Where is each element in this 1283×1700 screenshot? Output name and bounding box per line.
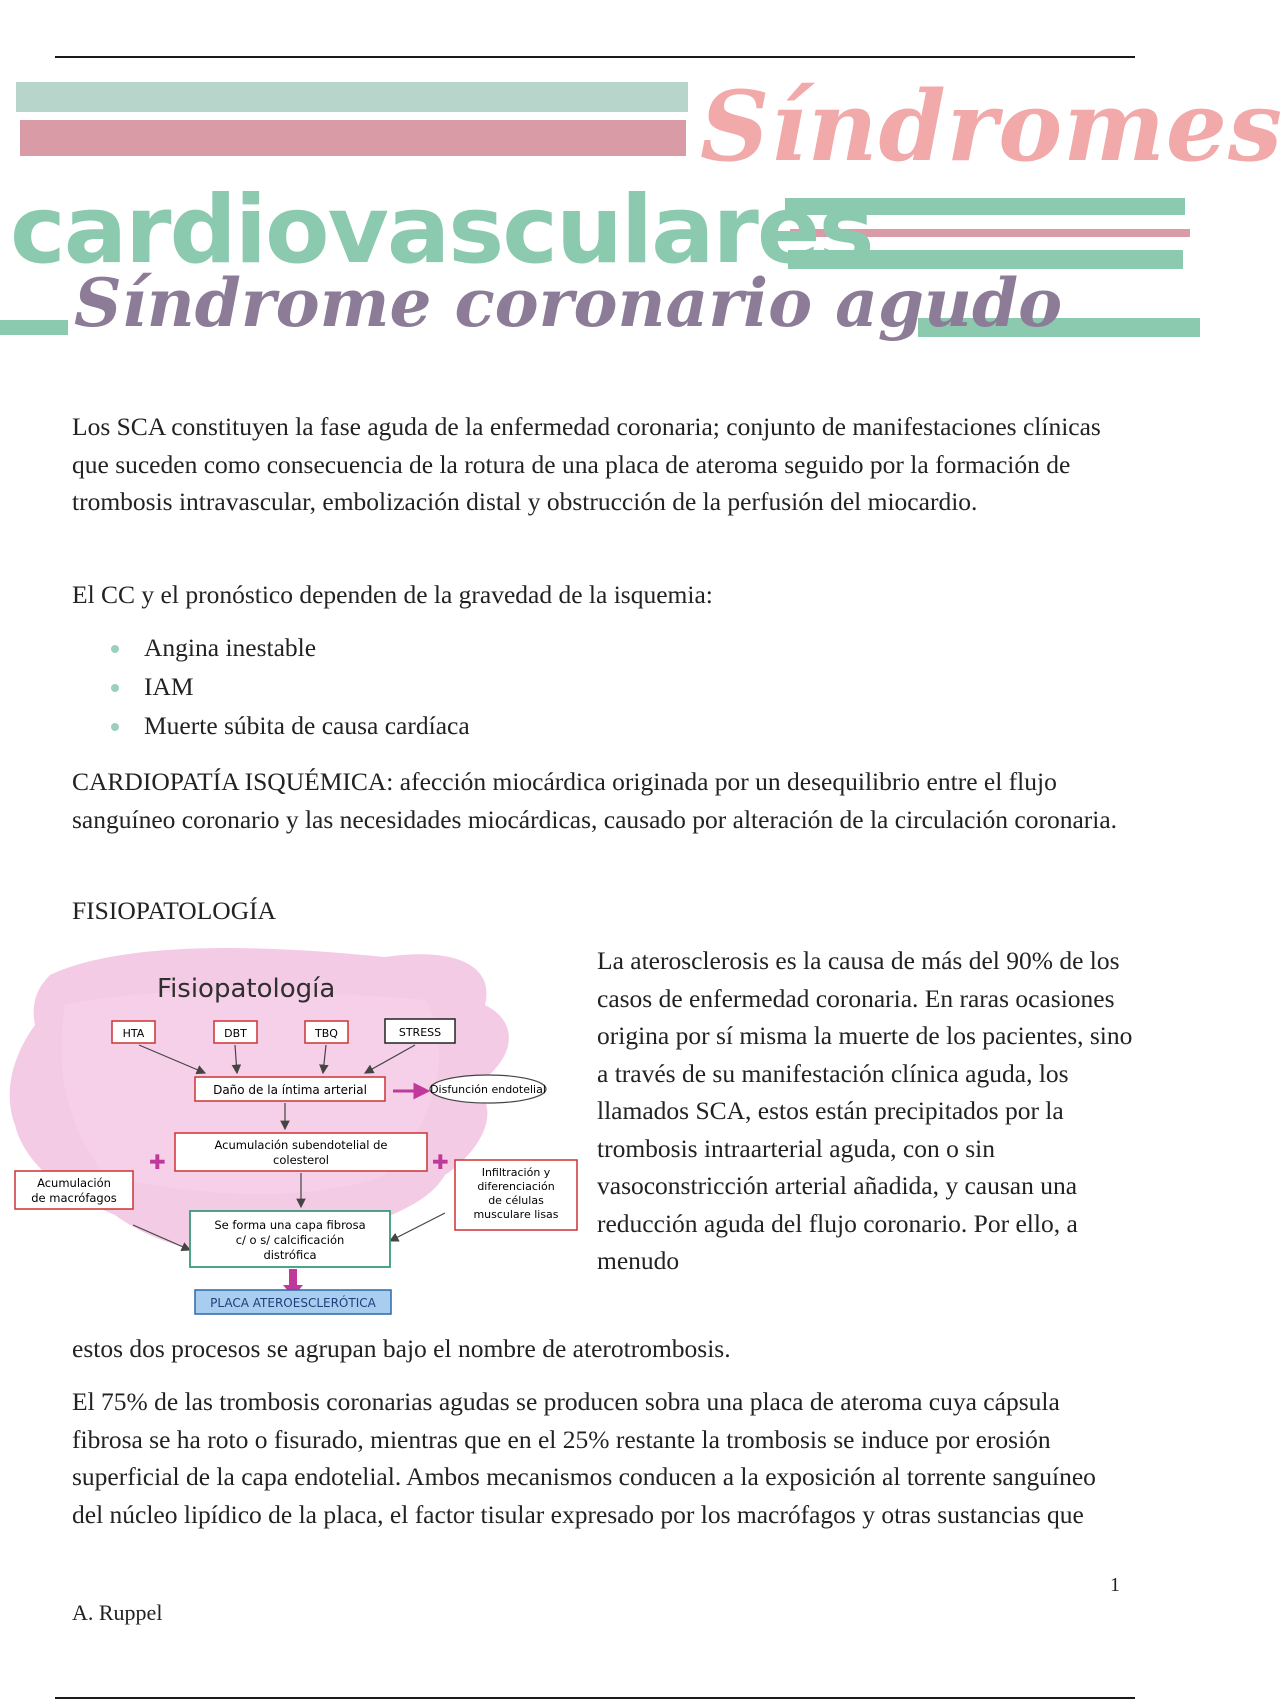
top-rule	[55, 56, 1135, 58]
plus-icon: ✚	[432, 1150, 449, 1174]
factor-tbq: TBQ	[315, 1027, 338, 1040]
diagram-accumulation-line1: Acumulación subendotelial de	[214, 1138, 388, 1152]
prognosis-paragraph: El CC y el pronóstico dependen de la gravedad de la isquemia:	[72, 580, 713, 609]
section-heading-fisiopatologia: FISIOPATOLOGÍA	[72, 896, 277, 925]
list-item: Muerte súbita de causa cardíaca	[72, 706, 470, 745]
trombosis-paragraph: El 75% de las trombosis coronarias agudas se producen sobra una placa de ateroma cuya cápsula fibrosa se ha roto o fisurado, mientras que en el 25% restante la trombosis se induce por erosión superficial de la capa endotelial. Ambos mecanismos conducen a la exposición al torrente sanguíneo del núcleo lipídico de la placa, el factor tisular expresado por los macrófagos y otras sustancias que	[72, 1387, 1096, 1529]
diagram-dysfunction: Disfunción endotelial	[430, 1083, 546, 1096]
page-number: 1	[1110, 1574, 1120, 1596]
author: A. Ruppel	[72, 1600, 163, 1625]
diagram-title: Fisiopatología	[157, 974, 336, 1004]
aterosclerosis-paragraph: La aterosclerosis es la causa de más del 90% de los casos de enfermedad coronaria. En raras ocasiones origina por sí misma la muerte de los pacientes, sino a través de su manifestación clínica aguda, los llamados SCA, estos están precipitados por la trombosis intraarterial aguda, con o sin vasoconstricción arterial añadida, y causan una reducción aguda del flujo coronario. Por ello, a menudo	[597, 946, 1133, 1275]
diagram-infiltration-line3: de células	[488, 1194, 544, 1207]
factor-dbt: DBT	[224, 1027, 247, 1040]
header-band-green-top	[16, 82, 688, 112]
list-item: IAM	[72, 667, 470, 706]
factor-hta: HTA	[122, 1027, 145, 1040]
ischemia-list	[72, 628, 470, 745]
aterotrombosis-continuation: estos dos procesos se agrupan bajo el nombre de aterotrombosis.	[72, 1334, 731, 1363]
bottom-rule	[55, 1697, 1135, 1699]
diagram-accumulation-line2: colesterol	[273, 1153, 329, 1167]
diagram-cap-line2: c/ o s/ calcificación	[235, 1233, 345, 1247]
diagram-macrophages-line2: de macrófagos	[31, 1191, 117, 1205]
diagram-infiltration-line2: diferenciación	[477, 1180, 555, 1193]
diagram-cap-line3: distrófica	[263, 1248, 317, 1262]
title-sindromes: Síndromes	[700, 70, 1283, 183]
header-band-pink-top	[20, 120, 686, 156]
factor-stress: STRESS	[398, 1026, 442, 1039]
fisiopatologia-diagram	[5, 945, 580, 1330]
subtitle-sindrome-coronario-agudo: Síndrome coronario agudo	[74, 264, 1063, 342]
intro-paragraph: Los SCA constituyen la fase aguda de la enfermedad coronaria; conjunto de manifestaciones clínicas que suceden como consecuencia de la rotura de una placa de ateroma seguido por la formación de trombosis intravascular, embolización distal y obstrucción de la perfusión del miocardio.	[72, 412, 1101, 516]
cardiopatia-paragraph: CARDIOPATÍA ISQUÉMICA: afección miocárdica originada por un desequilibrio entre el flujo sanguíneo coronario y las necesidades miocárdicas, causado por alteración de la circulación coronaria.	[72, 767, 1118, 834]
diagram-infiltration-line1: Infiltración y	[481, 1166, 551, 1179]
diagram-cap-line1: Se forma una capa fibrosa	[214, 1218, 366, 1232]
plus-icon: ✚	[149, 1150, 166, 1174]
title-cardiovasculares: cardiovasculares	[10, 176, 873, 285]
list-item: Angina inestable	[72, 628, 470, 667]
diagram-plaque: PLACA ATEROESCLERÓTICA	[210, 1296, 376, 1310]
header-band-green-left	[0, 320, 68, 335]
diagram-damage: Daño de la íntima arterial	[213, 1083, 367, 1097]
diagram-infiltration-line4: musculare lisas	[473, 1208, 559, 1221]
diagram-macrophages-line1: Acumulación	[37, 1176, 111, 1190]
